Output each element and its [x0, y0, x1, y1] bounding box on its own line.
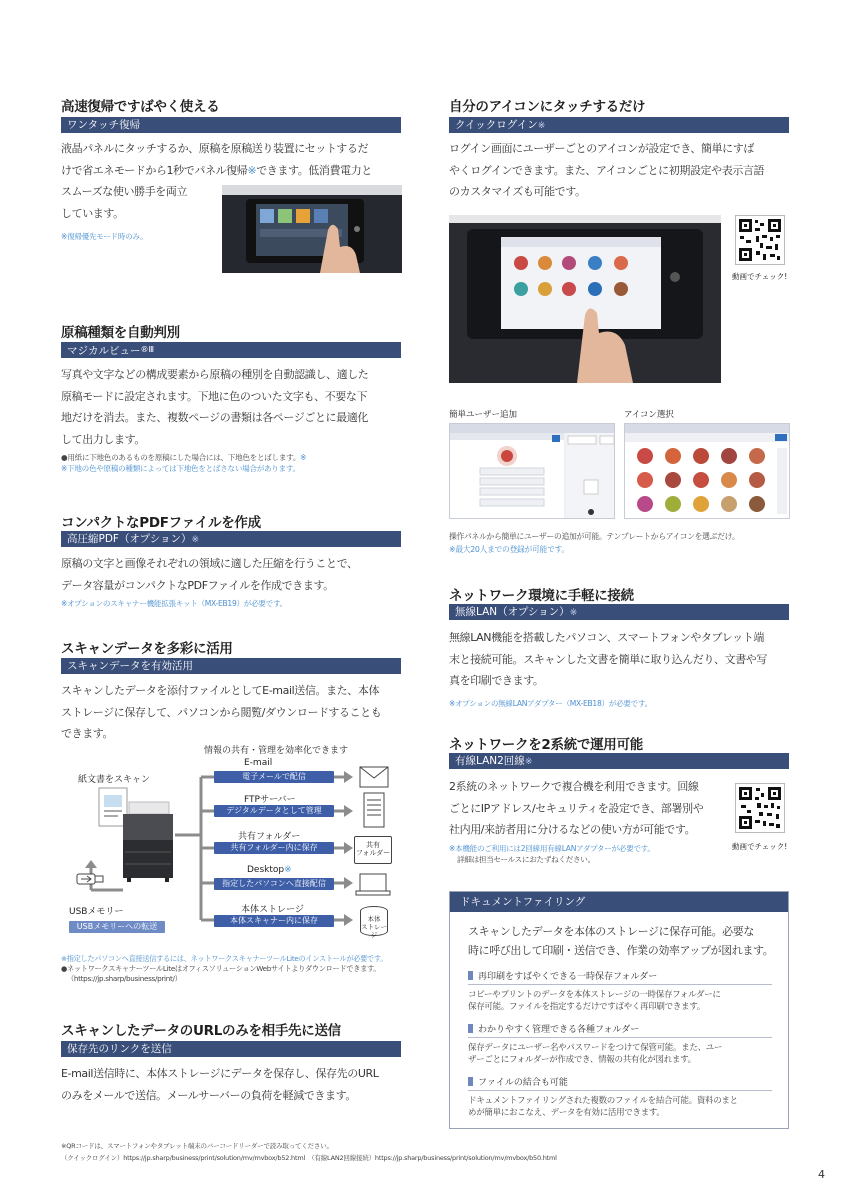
bullet-square-icon	[468, 971, 473, 980]
filing-sub-text	[468, 1095, 738, 1119]
text-line: スキャンしたデータを添付ファイルとしてE-mail送信。また、本体	[61, 684, 380, 697]
footer-urls: （クイックログイン）https://jp.sharp/business/print/solution/mv/mvbox/b52.html （有線LAN2回線接続）https://jp.sharp/business/print/solution/mv/mvbox/b50.html	[61, 1154, 557, 1162]
storage-icon	[360, 906, 388, 939]
storage-text	[361, 915, 387, 939]
bar-one-touch-recovery	[61, 117, 401, 133]
qr-code-wired-lan	[735, 783, 785, 833]
footnote-mark: ※	[284, 865, 292, 875]
usb-label: USBメモリー	[69, 907, 124, 917]
text-line: しています。	[61, 206, 124, 220]
note-line: ※指定したパソコンへ直接送信するには、ネットワークスキャナーツールLiteのインストールが必要です。	[61, 954, 388, 963]
folder-icon	[354, 836, 392, 864]
bar-asterisk: ※	[537, 121, 546, 131]
text-line: ドキュメントファイリングされた複数のファイルを結合可能。資料のまと	[468, 1096, 738, 1106]
photo-login-panel	[449, 215, 721, 383]
notes-wired-lan	[449, 843, 655, 865]
text-line: 保存可能。ファイルを指定するだけですばやく再印刷できます。	[468, 1002, 705, 1012]
desktop-chip: 指定したパソコンへ直接配信	[214, 878, 334, 890]
bar-wired-lan	[449, 753, 789, 769]
bar-url-send	[61, 1041, 401, 1057]
text-line: 地だけを消去。また、複数ページの書類は各ページごとに最適化	[61, 411, 368, 424]
filing-sub-title	[468, 969, 657, 982]
bar-label: マジカルビュー	[67, 345, 141, 357]
text-line: 原稿モードに設定されます。下地に色のついた文字も、不要な下	[61, 389, 368, 403]
footnote-mark: ※	[247, 163, 257, 177]
text-line: ストレージに保存して、パソコンから閲覧/ダウンロードすることも	[61, 705, 382, 719]
text-line: スムーズな使い勝手を両立	[61, 185, 188, 198]
bar-magical-view	[61, 342, 401, 358]
screenshot-add-user	[449, 423, 615, 519]
text-line: ごとにIPアドレス/セキュリティを設定でき、部署別や	[449, 801, 704, 815]
footer-qr-note: ※QRコードは、スマートフォンやタブレット端末のバーコードリーダーで読み取ってください。	[61, 1142, 333, 1150]
scan-label: 紙文書をスキャン	[78, 775, 151, 785]
usb-icon	[75, 868, 107, 890]
bar-label: ワンタッチ復帰	[67, 119, 141, 131]
heading-dual-network: ネットワークを2系統で運用可能	[449, 737, 643, 753]
photo-panel-touch	[222, 185, 402, 273]
qr-caption-wired-lan: 動画でチェック!	[732, 842, 788, 851]
sub-title-text: ファイルの結合も可能	[478, 1078, 568, 1088]
text-line: できます。	[61, 727, 114, 740]
text-line: ザーごとにフォルダーが作成でき、情報の共有化が図れます。	[468, 1055, 696, 1065]
filing-title: ドキュメントファイリング	[450, 892, 788, 912]
text-url-send	[61, 1063, 411, 1106]
shared-folder-chip: 共有フォルダー内に保存	[214, 842, 334, 854]
qr-code-quick-login	[735, 215, 785, 265]
filing-sub-text	[468, 989, 721, 1013]
ftp-chip: デジタルデータとして管理	[214, 805, 334, 817]
note-compact-pdf	[61, 598, 287, 609]
bar-scan-data	[61, 658, 401, 674]
text-span: できます。低消費電力と	[256, 163, 372, 177]
filing-sub-title	[468, 1022, 639, 1035]
text-compact-pdf	[61, 553, 411, 596]
heading-scan-data: スキャンデータを多彩に活用	[61, 641, 233, 657]
heading-compact-pdf: コンパクトなPDFファイルを作成	[61, 515, 261, 531]
desktop-label-text: Desktop	[247, 865, 285, 875]
note-line: ※本機能のご利用には2回線用有線LANアダプターが必要です。	[449, 844, 655, 853]
document-filing-box	[449, 891, 789, 1129]
note-text: ※オプションの無線LANアダプター（MX-EB18）が必要です。	[449, 699, 652, 708]
note-line: 操作パネルから簡単にユーザーの追加が可能。テンプレートからアイコンを選ぶだけ。	[449, 532, 740, 541]
text-line: 社内用/来訪者用に分けるなどの使い方が可能です。	[449, 823, 696, 836]
text-line: ログイン画面にユーザーごとのアイコンが設定でき、簡単にすば	[449, 142, 754, 155]
heading-quick-recovery: 高速復帰ですばやく使える	[61, 99, 220, 115]
text-line: して出力します。	[61, 432, 145, 446]
caption-easy-add-user: 簡単ユーザー追加	[449, 410, 518, 420]
bar-compact-pdf	[61, 531, 401, 547]
email-label: E-mail	[244, 758, 273, 768]
usb-chip: USBメモリーへの転送	[69, 921, 165, 933]
bar-wireless-lan	[449, 604, 789, 620]
bar-label: 無線LAN（オプション）	[455, 606, 570, 618]
text-line: めが簡単におこなえ、データを有効に活用できます。	[468, 1108, 665, 1118]
text-scan-data	[61, 680, 411, 745]
folder-text-1: 共有	[366, 841, 380, 849]
page-number: 4	[818, 1168, 825, 1181]
divider	[468, 984, 772, 985]
text-line	[61, 160, 406, 182]
screenshot-icon-select	[624, 423, 790, 519]
text-line: 2系統のネットワークで複合機を利用できます。回線	[449, 780, 699, 793]
footnote-mark: ※	[300, 453, 307, 462]
email-chip: 電子メールで配信	[214, 771, 334, 783]
laptop-icon	[355, 873, 391, 897]
text-line: 無線LAN機能を搭載したパソコン、スマートフォンやタブレット端	[449, 631, 764, 644]
ftp-label: FTPサーバー	[244, 795, 296, 805]
bar-label: スキャンデータを有効活用	[67, 660, 193, 672]
text-line: スキャンしたデータを本体のストレージに保存可能。必要な	[468, 925, 754, 938]
bullet-square-icon	[468, 1024, 473, 1033]
text-line: 液晶パネルにタッチするか、原稿を原稿送り装置にセットするだ	[61, 142, 369, 155]
server-icon	[363, 792, 385, 828]
caption-icon-select: アイコン選択	[624, 410, 674, 420]
bar-asterisk: ※	[191, 535, 200, 545]
desktop-label	[247, 865, 292, 875]
envelope-icon	[359, 766, 389, 788]
text-line: 保存データにユーザー名やパスワードをつけて保管可能。また、ユー	[468, 1043, 723, 1053]
divider	[468, 1090, 772, 1091]
bar-asterisk: ※	[569, 608, 578, 618]
note-text: ※復帰優先モード時のみ。	[61, 232, 148, 241]
storage-text-2: ストレージ	[361, 923, 387, 939]
note-line: ※最大20人までの登録が可能です。	[449, 545, 569, 554]
shared-folder-label: 共有フォルダー	[238, 832, 301, 842]
bar-label: 高圧縮PDF（オプション）	[67, 533, 192, 545]
notes-quick-login	[449, 530, 739, 556]
filing-sub-text	[468, 1042, 722, 1066]
text-line: のみをメールで送信。メールサーバーの負荷を軽減できます。	[61, 1088, 356, 1102]
folder-text	[355, 841, 391, 857]
storage-text-1: 本体	[367, 915, 381, 923]
bar-label: 保存先のリンクを送信	[67, 1043, 172, 1055]
divider	[468, 1037, 772, 1038]
text-line: データ容量がコンパクトなPDFファイルを作成できます。	[61, 578, 334, 592]
text-line: コピーやプリントのデータを本体ストレージの一時保存フォルダーに	[468, 990, 721, 1000]
notes-auto-detect	[61, 452, 306, 474]
bullet-square-icon	[468, 1077, 473, 1086]
heading-quick-login: 自分のアイコンにタッチするだけ	[449, 99, 646, 115]
text-line: 末と接続可能。スキャンした文書を簡単に取り込んだり、文書や写	[449, 652, 767, 666]
text-line: 真を印刷できます。	[449, 674, 544, 687]
text-wireless-lan	[449, 627, 797, 692]
mfp-shape	[129, 802, 169, 814]
bar-asterisk: ※	[524, 757, 533, 767]
text-quick-login	[449, 138, 794, 203]
note-line: 詳細は担当セールスにおたずねください。	[457, 855, 595, 864]
scan-flow-diagram	[61, 740, 406, 938]
text-line: 原稿の文字と画像それぞれの領域に適した圧縮を行うことで、	[61, 557, 358, 570]
note-text: ●用紙に下地色のあるものを原稿にした場合には、下地色をとばします。	[61, 453, 301, 462]
note-line: ※下地の色や原稿の種類によっては下地色をとばさない場合があります。	[61, 464, 300, 473]
heading-auto-detect: 原稿種類を自動判別	[61, 325, 180, 341]
note-line: ●ネットワークスキャナーツールLiteはオフィスソリューションWebサイトよりダウンロードできます。	[61, 964, 381, 973]
filing-intro	[468, 922, 784, 960]
text-auto-detect	[61, 364, 411, 450]
text-line: 時に呼び出して印刷・送信でき、作業の効率アップが図れます。	[468, 944, 774, 957]
sub-title-text: 再印刷をすばやくできる一時保存フォルダー	[478, 972, 658, 982]
storage-chip: 本体スキャナー内に保存	[214, 915, 334, 927]
text-line: のカスタマイズも可能です。	[449, 185, 586, 198]
bar-label: 有線LAN2回線	[455, 755, 525, 767]
note-recovery	[61, 231, 147, 242]
notes-diagram	[61, 954, 387, 984]
text-wired-lan	[449, 776, 739, 841]
qr-caption-quick-login: 動画でチェック!	[732, 272, 788, 281]
note-text: ※オプションのスキャナー機能拡張キット（MX-EB19）が必要です。	[61, 599, 287, 608]
filing-sub-title	[468, 1075, 568, 1088]
note-line: （https://jp.sharp/business/print/）	[67, 974, 182, 983]
sub-title-text: わかりやすく管理できる各種フォルダー	[478, 1025, 640, 1035]
note-wireless-lan	[449, 698, 652, 709]
text-line: 写真や文字などの構成要素から原稿の種別を自動認識し、適した	[61, 368, 369, 381]
bar-sup: ®Ⅲ	[140, 345, 155, 354]
text-line: E-mail送信時に、本体ストレージにデータを保存し、保存先のURL	[61, 1067, 379, 1080]
folder-text-2: フォルダー	[355, 849, 391, 857]
note-line	[61, 452, 306, 463]
diagram-top-label: 情報の共有・管理を効率化できます	[204, 746, 349, 756]
text-line: やくログインできます。また、アイコンごとに初期設定や表示言語	[449, 163, 765, 177]
text-span: けで省エネモードから1秒でパネル復帰	[61, 163, 248, 177]
heading-network: ネットワーク環境に手軽に接続	[449, 588, 634, 604]
storage-label: 本体ストレージ	[241, 905, 304, 915]
heading-url-send: スキャンしたデータのURLのみを相手先に送信	[61, 1023, 341, 1039]
bar-label: クイックログイン	[455, 119, 538, 131]
bar-quick-login	[449, 117, 789, 133]
